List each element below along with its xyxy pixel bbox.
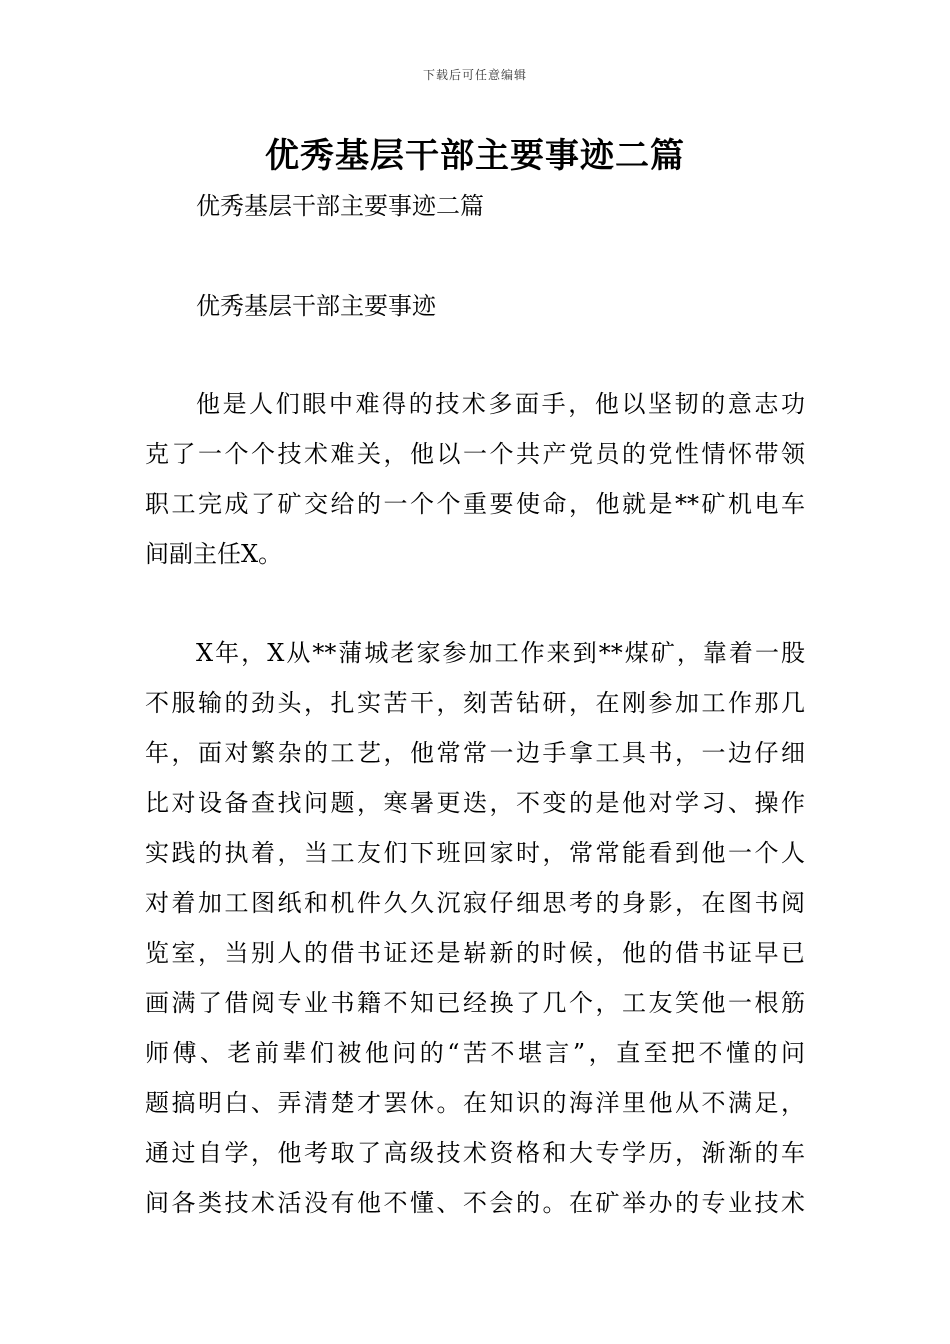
paragraph-line: X年，X从**蒲城老家参加工作来到**煤矿，靠着一股 [196, 639, 805, 667]
paragraph-line: 通过自学，他考取了高级技术资格和大专学历，渐渐的车 [145, 1139, 805, 1167]
paragraph-line: 职工完成了矿交给的一个个重要使命，他就是**矿机电车 [145, 490, 805, 518]
paragraph-line: 实践的执着，当工友们下班回家时，常常能看到他一个人 [145, 839, 805, 867]
paragraph-line: 不服输的劲头，扎实苦干，刻苦钻研，在刚参加工作那几 [145, 689, 805, 717]
paragraph-line: 间各类技术活没有他不懂、不会的。在矿举办的专业技术 [145, 1189, 805, 1217]
paragraph-2 [145, 628, 805, 1228]
subtitle-line-2: 优秀基层干部主要事迹 [196, 292, 436, 320]
document-title: 优秀基层干部主要事迹二篇 [265, 136, 685, 176]
paragraph-line: 画满了借阅专业书籍不知已经换了几个，工友笑他一根筋 [145, 989, 805, 1017]
paragraph-line: 他是人们眼中难得的技术多面手，他以坚韧的意志功 [196, 390, 805, 418]
subtitle-line-1: 优秀基层干部主要事迹二篇 [196, 192, 484, 220]
paragraph-line: 览室，当别人的借书证还是崭新的时候，他的借书证早已 [145, 939, 805, 967]
paragraph-1 [145, 379, 805, 579]
paragraph-line: 对着加工图纸和机件久久沉寂仔细思考的身影，在图书阅 [145, 889, 805, 917]
paragraph-line: 克了一个个技术难关，他以一个共产党员的党性情怀带领 [145, 440, 805, 468]
header-note: 下载后可任意编辑 [422, 68, 527, 82]
paragraph-line: 比对设备查找问题，寒暑更迭，不变的是他对学习、操作 [145, 789, 805, 817]
paragraph-line: 间副主任X。 [145, 540, 283, 568]
paragraph-line: 题搞明白、弄清楚才罢休。在知识的海洋里他从不满足， [145, 1089, 805, 1117]
paragraph-line: 年，面对繁杂的工艺，他常常一边手拿工具书，一边仔细 [145, 739, 805, 767]
paragraph-line: 师傅、老前辈们被他问的“苦不堪言”，直至把不懂的问 [145, 1039, 805, 1067]
